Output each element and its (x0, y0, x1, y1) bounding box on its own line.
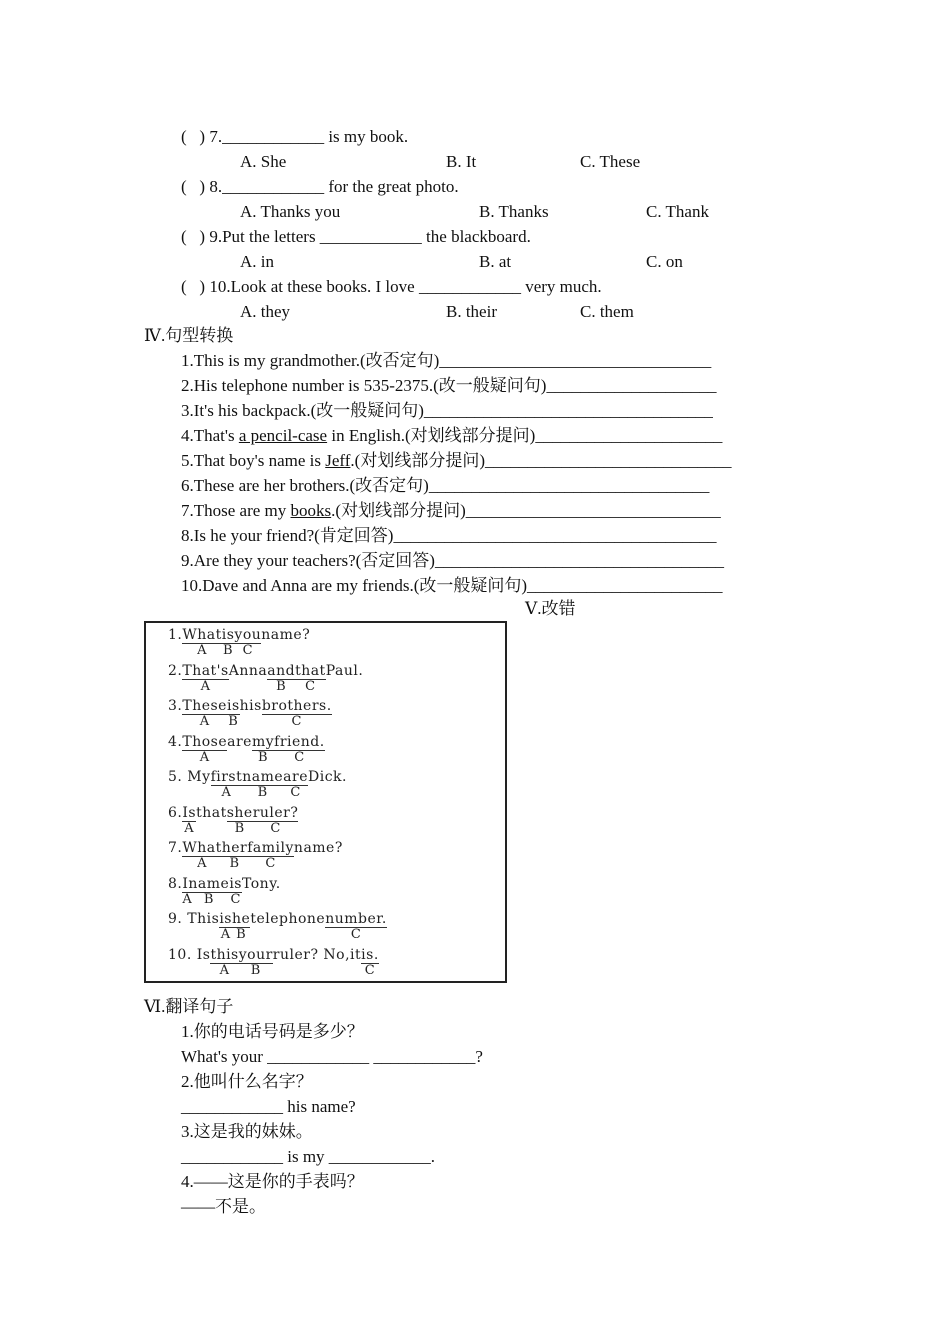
option-letter: B (203, 891, 214, 907)
error-item (168, 875, 281, 907)
sentence-text: name? (293, 840, 343, 856)
mc-option: A. She (240, 152, 287, 171)
translation-line: ——不是。 (181, 1197, 266, 1216)
translation-line: ____________ is my ____________. (181, 1147, 436, 1166)
option-letter: C (364, 962, 376, 978)
item-text: 1.This is my grandmother.(改否定句)________________________________ (181, 351, 712, 370)
option-letter: A (200, 678, 211, 694)
marked-word: number. C (325, 911, 387, 942)
marked-word: that C (295, 662, 326, 694)
option-letter: A (197, 856, 207, 871)
option-letter: B (250, 962, 261, 978)
marked-word: is A (219, 911, 232, 942)
mc-option: B. at (479, 252, 512, 271)
option-letter: C (242, 643, 254, 658)
marked-word: she B (226, 804, 253, 836)
mc-option: A. in (240, 252, 274, 271)
option-letter: B (257, 785, 268, 800)
marked-word: friend. C (274, 733, 325, 765)
translation-line: 4.——这是你的手表吗？ (181, 1172, 364, 1191)
error-item (168, 733, 325, 765)
marked-word: and B (267, 662, 296, 694)
option-letter: B (223, 643, 234, 658)
sentence-text: Anna (228, 662, 268, 679)
item-text: in English.(对划线部分提问)______________________ (327, 426, 723, 445)
mc-question-stem: ( ) 8.____________ for the great photo. (181, 177, 459, 196)
item-text: .(对划线部分提问)_____________________________ (350, 451, 732, 470)
transform-item (181, 500, 721, 522)
option-letter: A (219, 962, 230, 978)
marked-word: your B (238, 946, 273, 978)
mc-option: A. Thanks you (240, 202, 341, 221)
item-text: 5.That boy's name is (181, 451, 326, 470)
item-text: 3.It's his backpack.(改一般疑问句)__________________________________ (181, 401, 713, 420)
option-letter: C (350, 927, 362, 942)
translation-line: 1.你的电话号码是多少？ (181, 1022, 364, 1041)
marked-word: this A (210, 946, 239, 978)
marked-word: What A (182, 840, 222, 871)
sentence-text: 2. (168, 662, 183, 679)
item-text: 10.Dave and Anna are my friends.(改一般疑问句)_______________________ (181, 576, 723, 595)
option-letter: C (265, 856, 276, 871)
transform-item (181, 575, 723, 597)
sentence-text: Tony. (242, 875, 281, 892)
error-item (168, 627, 311, 658)
error-item (168, 804, 299, 836)
underlined-part: a pencil-case (238, 426, 328, 445)
transform-item (181, 350, 711, 372)
option-letter: C (294, 749, 305, 765)
mc-option: C. on (646, 252, 683, 271)
mc-option: B. Thanks (479, 202, 549, 221)
translation-line: ____________ his name? (181, 1097, 356, 1116)
mc-option: C. them (580, 302, 634, 321)
mc-question-stem: ( ) 10.Look at these books. I love ____________ very much. (181, 277, 602, 296)
section-heading: Ⅳ.句型转换 (144, 326, 234, 345)
marked-word: That's A (182, 662, 229, 694)
translation-line: 2.他叫什么名字？ (181, 1072, 313, 1091)
mc-option: B. It (446, 152, 477, 171)
transform-item (181, 475, 709, 497)
mc-option: A. they (240, 302, 291, 321)
mc-option: B. their (446, 302, 497, 321)
marked-word: ruler? C (252, 804, 299, 836)
sentence-text: 3. (168, 698, 183, 714)
option-letter: B (228, 714, 239, 729)
marked-word: he B (232, 911, 251, 942)
marked-word: is B (221, 627, 235, 658)
sentence-text: are (227, 733, 252, 750)
option-letter: B (258, 749, 269, 765)
section-heading: Ⅵ.翻译句子 (144, 997, 234, 1016)
marked-word: family C (247, 840, 294, 871)
sentence-text: 7. (168, 840, 183, 856)
item-text: 7.Those are my (181, 501, 291, 520)
transform-item (181, 400, 713, 422)
transform-item (181, 450, 732, 472)
sentence-text: name? (261, 627, 311, 643)
error-item (168, 662, 364, 694)
marked-word: her B (221, 840, 248, 871)
marked-word: first A (210, 769, 243, 800)
error-item (168, 698, 332, 729)
option-letter: A (220, 927, 231, 942)
item-text: 4.That's (181, 426, 239, 445)
transform-item (181, 550, 724, 572)
mc-question-stem: ( ) 7.____________ is my book. (181, 127, 409, 146)
marked-word: These A (182, 698, 227, 729)
option-letter: B (236, 927, 247, 942)
item-text: 6.These are her brothers.(改否定句)_________________________________ (181, 476, 710, 495)
marked-word: name B (242, 769, 284, 800)
option-letter: B (229, 856, 240, 871)
sentence-text: 6. (168, 804, 183, 821)
marked-word: my B (251, 733, 275, 765)
transform-item (181, 425, 722, 447)
option-letter: B (276, 678, 287, 694)
sentence-text: 4. (168, 733, 183, 750)
marked-word: Those A (182, 733, 228, 765)
sentence-text: 10. Is (168, 946, 211, 963)
translation-line: 3.这是我的妹妹。 (181, 1122, 313, 1141)
underlined-part: Jeff (325, 451, 351, 470)
item-text: .(对划线部分提问)______________________________ (331, 501, 721, 520)
marked-word: Is A (182, 804, 197, 836)
sentence-text: telephone (250, 911, 326, 927)
marked-word: is. C (361, 946, 379, 978)
mc-option: C. Thank (646, 202, 709, 221)
section-heading: Ⅴ.改错 (525, 599, 576, 618)
option-letter: C (290, 785, 301, 800)
transform-item (181, 375, 716, 397)
marked-word: brothers. C (261, 698, 332, 729)
underlined-part: books (290, 501, 332, 520)
marked-word: you C (234, 627, 262, 658)
item-text: 2.His telephone number is 535-2375.(改一般疑问句)____________________ (181, 376, 717, 395)
marked-word: are C (283, 769, 308, 800)
marked-word: is C (229, 875, 242, 907)
error-item (168, 769, 347, 800)
sentence-text: that (196, 804, 227, 821)
option-letter: C (291, 714, 302, 729)
error-correction-box (144, 621, 507, 983)
item-text: 8.Is he your friend?(肯定回答)______________________________________ (181, 526, 717, 545)
marked-word: name B (188, 875, 230, 907)
option-letter: A (199, 749, 210, 765)
transform-item (181, 525, 716, 547)
option-letter: A (197, 643, 207, 658)
sentence-text: Dick. (308, 769, 347, 785)
option-letter: A (182, 891, 193, 907)
error-item (168, 911, 387, 942)
mc-question-stem: ( ) 9.Put the letters ____________ the blackboard. (181, 227, 531, 246)
error-item (168, 840, 343, 871)
marked-word: is B (226, 698, 240, 729)
marked-word: What A (182, 627, 222, 658)
option-letter: C (230, 891, 241, 907)
sentence-text: 9. This (168, 911, 220, 927)
sentence-text: his (239, 698, 262, 714)
sentence-text: Paul. (325, 662, 364, 679)
marked-word: I A (182, 875, 193, 907)
mc-option: C. These (580, 152, 641, 171)
option-letter: C (305, 678, 316, 694)
sentence-text: 1. (168, 627, 183, 643)
sentence-text: 5. My (168, 769, 211, 785)
error-item (168, 946, 379, 978)
option-letter: A (199, 714, 210, 729)
item-text: 9.Are they your teachers?(否定回答)__________________________________ (181, 551, 724, 570)
translation-line: What's your ____________ ____________? (181, 1047, 483, 1066)
option-letter: B (234, 820, 245, 836)
option-letter: C (270, 820, 281, 836)
sentence-text: 8. (168, 875, 183, 892)
sentence-text: ruler? No,it (272, 946, 362, 963)
option-letter: A (221, 785, 232, 800)
option-letter: A (184, 820, 195, 836)
